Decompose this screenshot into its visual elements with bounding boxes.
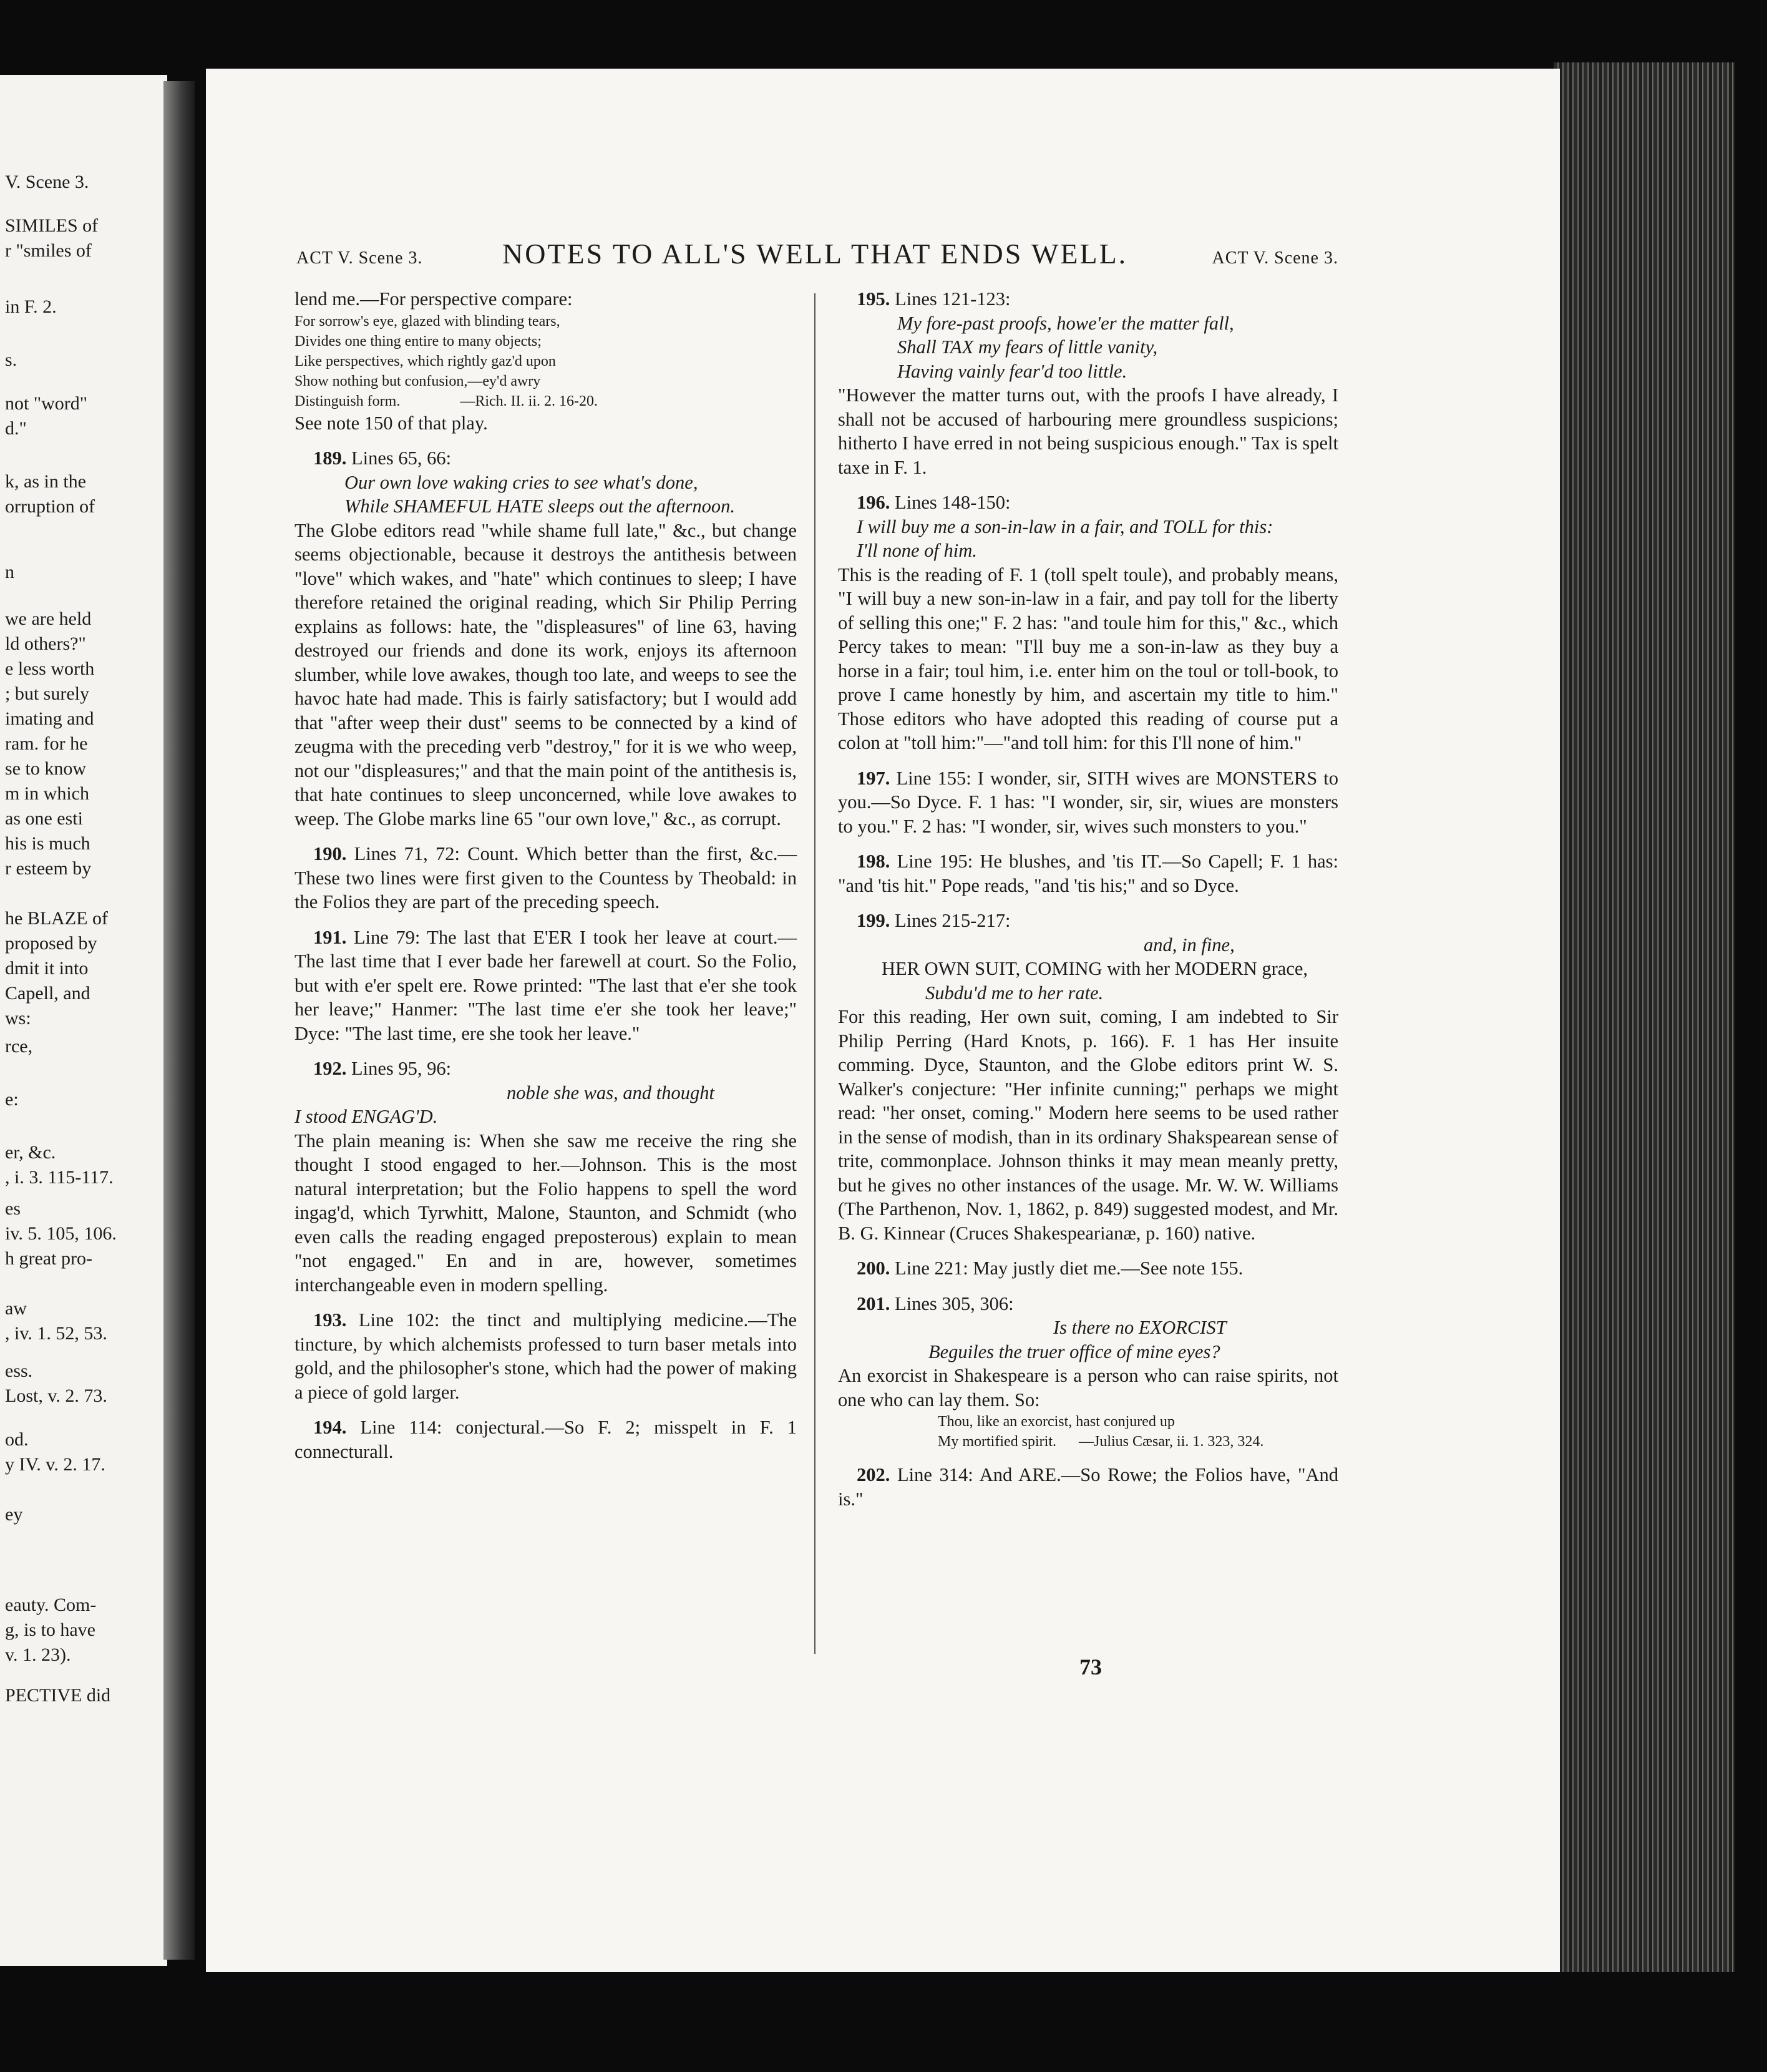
- note-quote: noble she was, and thought: [507, 1082, 714, 1103]
- facing-page-text: er, &c.: [5, 1142, 56, 1163]
- facing-page-text: imating and: [5, 708, 94, 729]
- note-body: The plain meaning is: When she saw me receive the ring she thought I stood engaged to her.—Johnson. This is the most natural interpretation; but the Folio happens to spell the word ingag'd, which Tyrwhitt, Malone, Staunton, and Schmidt (who even calls the reading engaged preposterous) explain to mean "not engaged." En and in are, however, sometimes interchangeable even in modern spelling.: [294, 1130, 797, 1296]
- note-quote: Having vainly fear'd too little.: [897, 360, 1127, 382]
- facing-page-text: y IV. v. 2. 17.: [5, 1454, 105, 1475]
- quote-line: Divides one thing entire to many objects;: [294, 333, 542, 349]
- note-number: 195.: [857, 288, 890, 310]
- left-column: [294, 287, 797, 1464]
- facing-page-text: ws:: [5, 1008, 31, 1029]
- facing-page-text: v. 1. 23).: [5, 1644, 71, 1665]
- note-number: 193.: [313, 1309, 347, 1331]
- note-body: Line 155: I wonder, sir, SITH wives are MONSTERS to you.—So Dyce. F. 1 has: "I wonder, sir, sir, wiues are monsters to you." F. 2 has: "I wonder, sir, wives such monsters to you.": [838, 767, 1339, 837]
- note-199: [838, 909, 1338, 1245]
- facing-page-text: aw: [5, 1298, 27, 1319]
- facing-page-text: PECTIVE did: [5, 1685, 111, 1706]
- note-quote: I will buy me a son-in-law in a fair, and TOLL for this:: [857, 516, 1273, 537]
- facing-page-text: we are held: [5, 608, 92, 629]
- note-number: 202.: [857, 1464, 890, 1485]
- note-197: [838, 766, 1338, 839]
- facing-page-text: Lost, v. 2. 73.: [5, 1385, 107, 1406]
- note-quote: My fore-past proofs, howe'er the matter fall,: [897, 312, 1234, 334]
- facing-page-text: h great pro-: [5, 1248, 92, 1269]
- note-quote: While SHAMEFUL HATE sleeps out the afternoon.: [344, 496, 736, 517]
- facing-page-text: eauty. Com-: [5, 1595, 97, 1615]
- facing-page-text: not "word": [5, 393, 87, 414]
- facing-page-text: , i. 3. 115-117.: [5, 1167, 114, 1188]
- note-number: 189.: [313, 447, 347, 469]
- note-196: [838, 491, 1338, 755]
- note-193: [294, 1308, 797, 1404]
- note-191: [294, 926, 797, 1046]
- note-202: [838, 1463, 1338, 1511]
- note-number: 190.: [313, 843, 347, 864]
- quote-line: For sorrow's eye, glazed with blinding tears,: [294, 313, 560, 330]
- facing-page-fragment: [0, 75, 167, 1966]
- facing-page-text: dmit it into: [5, 958, 89, 979]
- facing-page-text: e less worth: [5, 658, 95, 679]
- note-number: 197.: [857, 767, 890, 789]
- note-192: [294, 1057, 797, 1297]
- facing-page-text: n: [5, 562, 14, 582]
- note-heading: Lines 95, 96:: [351, 1058, 452, 1079]
- note-body: Line 221: May justly diet me.—See note 155.: [895, 1258, 1244, 1279]
- note-201: [838, 1292, 1338, 1452]
- running-header: [296, 237, 1338, 275]
- note-quote: and, in fine,: [1144, 934, 1235, 955]
- header-act-right: ACT V. Scene 3.: [1212, 248, 1338, 268]
- note-number: 191.: [313, 926, 347, 948]
- facing-page-text: as one esti: [5, 808, 83, 829]
- facing-page-text: Capell, and: [5, 983, 90, 1004]
- note-body: The Globe editors read "while shame full late," &c., but change seems objectionable, because it destroys the antithesis between "love" which wakes, and "hate" which continues to sleep; I have therefore retained the original reading, which Sir Philip Perring explains as follows: hate, the "displeasures" of line 63, having destroyed our friends and done its work, enjoys its afternoon slumber, while love awakes, though too late, and weeps to see the havoc hate had made. This is fairly satisfactory; but I would add that "after weep their dust" seems to be connected by a kind of zeugma with the preceding verb "destroy," for it is we who weep, not our "displeasures;" and that the main point of the antithesis is, that hate continues to sleep unconcerned, while love awakes to weep. The Globe marks line 65 "our own love," &c., as corrupt.: [294, 519, 797, 829]
- note-quote: I stood ENGAG'D.: [294, 1106, 438, 1127]
- note-188-quote: [294, 311, 797, 411]
- quote-line: My mortified spirit. —Julius Cæsar, ii. 1. 323, 324.: [938, 1434, 1264, 1450]
- facing-page-text: he BLAZE of: [5, 908, 108, 929]
- facing-page-text: k, as in the: [5, 471, 86, 492]
- facing-page-text: V. Scene 3.: [5, 172, 89, 192]
- header-title: NOTES TO ALL'S WELL THAT ENDS WELL.: [502, 238, 1128, 270]
- quote-line: Distinguish form. —Rich. II. ii. 2. 16-20.: [294, 393, 598, 409]
- facing-page-text: rce,: [5, 1036, 33, 1057]
- right-column: [838, 287, 1338, 1511]
- facing-page-text: g, is to have: [5, 1620, 95, 1640]
- note-body: This is the reading of F. 1 (toll spelt toule), and probably means, "I will buy a new son-in-law in a fair, and pay toll for the liberty of selling this one;" F. 2 has: "and toule him for this," &c., which Percy takes to mean: "I'll buy me a son-in-law as they buy a horse in a fair; toul him, i.e. enter him on the toul or toll-book, to prove I came honestly by him, and ascertain my title to him." Those editors who have adopted this reading of course put a colon at "toll him:"—"and toll him: for this I'll none of him.": [838, 564, 1338, 753]
- facing-page-text: s.: [5, 349, 17, 370]
- facing-page-text: his is much: [5, 833, 90, 854]
- note-190: [294, 842, 797, 914]
- facing-page-text: r "smiles of: [5, 240, 92, 261]
- facing-page-text: r esteem by: [5, 858, 92, 879]
- note-number: 192.: [313, 1058, 347, 1079]
- facing-page-text: ess.: [5, 1361, 33, 1381]
- note-194: [294, 1415, 797, 1464]
- note-heading: Lines 121-123:: [895, 288, 1011, 310]
- note-body: For this reading, Her own suit, coming, I am indebted to Sir Philip Perring (Hard Knots, p. 166). F. 1 has Her insuite comming. Dyce, Staunton, and the Globe editors print W. S. Walker's conjecture: "Her infinite cunning;" perhaps we might read: "her onset, coming." Modern here seems to be used rather in the sense of modish, than in its ordinary Shakspearean sense of trite, commonplace. Johnson thinks it may mean meanly pretty, but he gives no other instances of the usage. Mr. W. W. Williams (The Parthenon, Nov. 1, 1862, p. 849) suggested modest, and Mr. B. G. Kinnear (Cruces Shakespearianæ, p. 160) native.: [838, 1006, 1338, 1244]
- note-number: 199.: [857, 910, 890, 931]
- facing-page-text: , iv. 1. 52, 53.: [5, 1323, 107, 1344]
- facing-page-text: SIMILES of: [5, 215, 99, 236]
- note-188-see: See note 150 of that play.: [294, 412, 488, 434]
- note-quote: I'll none of him.: [857, 540, 977, 561]
- page-edges: [1554, 62, 1735, 1972]
- note-body: Line 114: conjectural.—So F. 2; misspelt in F. 1 connecturall.: [294, 1417, 797, 1462]
- note-quote: Subdu'd me to her rate.: [925, 982, 1104, 1004]
- header-act-left: ACT V. Scene 3.: [296, 248, 423, 268]
- note-number: 198.: [857, 851, 890, 872]
- note-200: [838, 1256, 1338, 1281]
- facing-page-text: ; but surely: [5, 683, 89, 704]
- note-195: [838, 287, 1338, 479]
- facing-page-text: in F. 2.: [5, 296, 57, 317]
- page-number: 73: [1079, 1654, 1102, 1679]
- facing-page-text: orruption of: [5, 496, 95, 517]
- note-quote: Beguiles the truer office of mine eyes?: [928, 1341, 1220, 1362]
- quote-line: Show nothing but confusion,—ey'd awry: [294, 373, 541, 389]
- quote-line: Thou, like an exorcist, hast conjured up: [938, 1414, 1175, 1430]
- note-188-intro: lend me.—For perspective compare:: [294, 288, 573, 310]
- facing-page-text: ey: [5, 1504, 23, 1525]
- facing-page-text: proposed by: [5, 933, 97, 954]
- facing-page-text: od.: [5, 1429, 29, 1450]
- note-number: 194.: [313, 1417, 347, 1438]
- note-heading: Lines 65, 66:: [351, 447, 452, 469]
- note-body: "However the matter turns out, with the proofs I have already, I shall not be accused of harbouring mere groundless suspicions; hitherto I have erred in not being suspicious enough." Tax is spelt taxe in F. 1.: [838, 384, 1338, 478]
- column-divider: [814, 293, 815, 1654]
- note-quote: Our own love waking cries to see what's done,: [344, 471, 698, 493]
- note-quote: HER OWN SUIT, COMING with her MODERN grace,: [882, 958, 1308, 979]
- note-body: Line 79: The last that E'ER I took her leave at court.—The last time that I ever bade her farewell at court. So the Folio, but with e'er spelt ere. Rowe printed: "The last that e'er she took her leave;" Hanmer: "The last time e'er she took her leave;" Dyce: "The last time, ere she took her leave.": [294, 926, 797, 1044]
- facing-page-text: se to know: [5, 758, 86, 779]
- note-body: Line 195: He blushes, and 'tis IT.—So Capell; F. 1 has: "and 'tis hit." Pope reads, "and 'tis his;" and so Dyce.: [838, 851, 1339, 896]
- note-number: 196.: [857, 492, 890, 513]
- facing-page-text: es: [5, 1198, 21, 1219]
- facing-page-text: ram. for he: [5, 733, 88, 754]
- note-number: 200.: [857, 1258, 890, 1279]
- facing-page-text: d.": [5, 418, 27, 439]
- note-heading: Lines 148-150:: [895, 492, 1011, 513]
- facing-page-text: iv. 5. 105, 106.: [5, 1223, 117, 1244]
- note-body: Line 314: And ARE.—So Rowe; the Folios have, "And is.": [838, 1464, 1339, 1510]
- note-heading: Lines 215-217:: [895, 910, 1011, 931]
- book-gutter: [163, 81, 195, 1960]
- note-189: [294, 446, 797, 831]
- note-quote: Is there no EXORCIST: [1053, 1317, 1227, 1338]
- note-198: [838, 849, 1338, 897]
- note-quote: Shall TAX my fears of little vanity,: [897, 336, 1158, 358]
- facing-page-text: ld others?": [5, 633, 86, 654]
- note-body: An exorcist in Shakespeare is a person who can raise spirits, not one who can lay them. So:: [838, 1365, 1338, 1410]
- facing-page-text: m in which: [5, 783, 89, 804]
- quote-line: Like perspectives, which rightly gaz'd upon: [294, 353, 556, 369]
- note-body: Lines 71, 72: Count. Which better than the first, &c.—These two lines were first given to the Countess by Theobald: in the Folios they are part of the preceding speech.: [294, 843, 797, 912]
- facing-page-text: e:: [5, 1089, 19, 1110]
- note-body: Line 102: the tinct and multiplying medicine.—The tincture, by which alchemists professed to turn baser metals into gold, and the philosopher's stone, which had the power of making a piece of gold larger.: [294, 1309, 797, 1403]
- note-heading: Lines 305, 306:: [895, 1293, 1014, 1314]
- note-number: 201.: [857, 1293, 890, 1314]
